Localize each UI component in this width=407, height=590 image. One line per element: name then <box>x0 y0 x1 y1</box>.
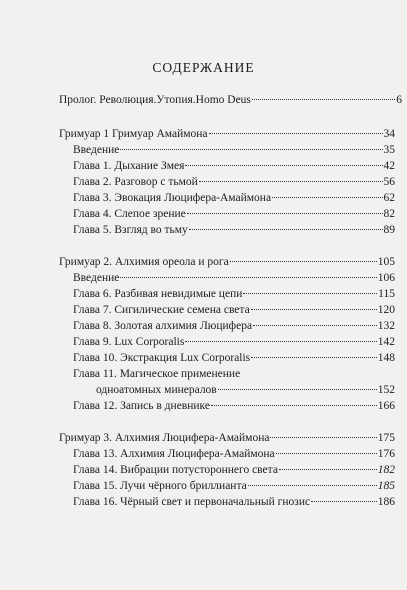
entry-label: Глава 9. Lux Corporalis <box>73 336 185 348</box>
entry-label: Гримуар 3. Алхимия Люцифера-Амаймона <box>59 432 270 444</box>
entry-page: 182 <box>377 464 395 476</box>
entry-label: Глава 7. Сигилические семена света <box>73 304 250 316</box>
toc-entry <box>73 190 395 206</box>
dot-leader <box>252 99 395 100</box>
dot-leader <box>251 357 377 358</box>
entry-page: 132 <box>377 320 395 332</box>
entry-page: 105 <box>377 256 395 268</box>
dot-leader <box>218 389 377 390</box>
entry-page: 152 <box>377 384 395 396</box>
entry-page: 89 <box>383 224 395 236</box>
entry-label: Глава 3. Эвокация Люцифера-Амаймона <box>73 192 272 204</box>
dot-leader <box>187 213 383 214</box>
entry-page: 42 <box>383 160 395 172</box>
entry-label: одноатомных минералов <box>96 384 217 396</box>
toc-entry <box>73 142 395 158</box>
dot-leader <box>185 341 376 342</box>
toc-entry <box>73 222 395 238</box>
dot-leader <box>209 133 383 134</box>
entry-label: Глава 15. Лучи чёрного бриллианта <box>73 480 247 492</box>
toc-entry <box>73 446 395 462</box>
entry-label: Глава 13. Алхимия Люцифера-Амаймона <box>73 448 275 460</box>
entry-label: Глава 6. Разбивая невидимые цепи <box>73 288 243 300</box>
entry-label: Введение <box>73 272 120 284</box>
entry-label: Глава 16. Чёрный свет и первоначальный гнозис <box>73 496 311 508</box>
toc-entry <box>73 318 395 334</box>
entry-page: 186 <box>377 496 395 508</box>
toc-section-head <box>59 126 395 142</box>
entry-label: Глава 1. Дыхание Змея <box>73 160 185 172</box>
dot-leader <box>189 229 383 230</box>
dot-leader <box>199 181 383 182</box>
toc-entry-line1: Глава 11. Магическое применение <box>73 368 241 380</box>
entry-page: 142 <box>377 336 395 348</box>
toc-entry <box>73 334 395 350</box>
entry-label: Глава 5. Взгляд во тьму <box>73 224 188 236</box>
toc-entry <box>73 302 395 318</box>
toc-entry <box>96 382 395 398</box>
dot-leader <box>311 501 377 502</box>
entry-page: 175 <box>377 432 395 444</box>
dot-leader <box>120 149 382 150</box>
entry-label: Гримуар 2. Алхимия ореола и рога <box>59 256 229 268</box>
toc-entry-prolog <box>59 92 402 108</box>
entry-label: Глава 2. Разговор с тьмой <box>73 176 198 188</box>
toc-entry <box>73 286 395 302</box>
entry-page: 6 <box>396 94 402 106</box>
dot-leader <box>272 197 382 198</box>
entry-label: Глава 14. Вибрации потустороннего света <box>73 464 278 476</box>
toc-entry <box>73 174 395 190</box>
entry-label: Глава 10. Экстракция Lux Corporalis <box>73 352 251 364</box>
dot-leader <box>248 485 377 486</box>
toc-title: СОДЕРЖАНИЕ <box>152 60 255 75</box>
entry-label: Глава 12. Запись в дневнике <box>73 400 210 412</box>
entry-page: 35 <box>383 144 395 156</box>
dot-leader <box>253 325 377 326</box>
toc-entry <box>73 494 395 510</box>
toc-entry <box>73 158 395 174</box>
entry-page: 56 <box>383 176 395 188</box>
entry-label: Гримуар 1 Гримуар Амаймона <box>59 128 208 140</box>
entry-label: Пролог. Революция.Утопия.Homo Deus <box>59 94 251 106</box>
dot-leader <box>251 309 377 310</box>
toc-section-head <box>59 254 395 270</box>
dot-leader <box>243 293 377 294</box>
entry-page: 82 <box>383 208 395 220</box>
toc-section-head <box>59 430 395 446</box>
dot-leader <box>279 469 377 470</box>
entry-label: Глава 4. Слепое зрение <box>73 208 186 220</box>
dot-leader <box>276 453 377 454</box>
entry-page: 166 <box>377 400 395 412</box>
dot-leader <box>230 261 377 262</box>
dot-leader <box>185 165 382 166</box>
toc-entry <box>73 478 395 494</box>
entry-page: 62 <box>383 192 395 204</box>
dot-leader <box>270 437 376 438</box>
toc-entry <box>73 206 395 222</box>
entry-page: 120 <box>377 304 395 316</box>
toc-entry <box>73 398 395 414</box>
toc-entry <box>73 270 395 286</box>
toc-entry <box>73 350 395 366</box>
entry-page: 176 <box>377 448 395 460</box>
entry-page: 148 <box>377 352 395 364</box>
entry-page: 185 <box>377 480 395 492</box>
entry-label: Введение <box>73 144 120 156</box>
dot-leader <box>120 277 376 278</box>
entry-page: 106 <box>377 272 395 284</box>
entry-label: Глава 8. Золотая алхимия Люцифера <box>73 320 253 332</box>
entry-page: 34 <box>383 128 395 140</box>
entry-page: 115 <box>378 288 395 300</box>
toc-entry <box>73 462 395 478</box>
dot-leader <box>211 405 377 406</box>
